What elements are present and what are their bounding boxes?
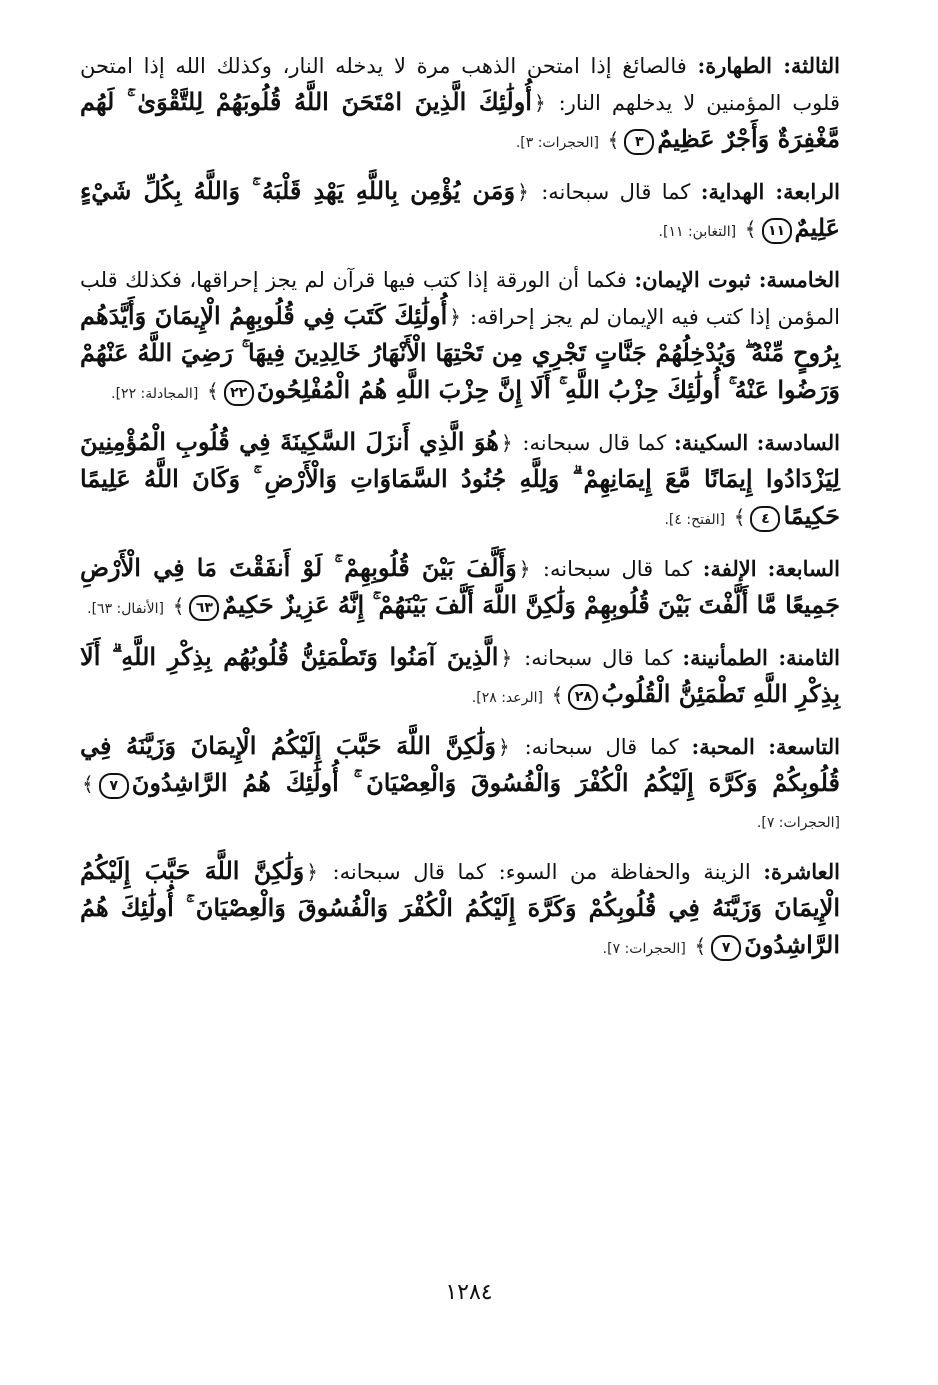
verse-close-ornament: ﴾: [733, 505, 746, 529]
verse-reference: [الحجرات: ٣].: [515, 135, 599, 151]
paragraph-label: الرابعة: الهداية:: [700, 179, 841, 204]
paragraph-label: التاسعة: المحبة:: [691, 734, 840, 759]
verse-reference: [الحجرات: ٧].: [756, 815, 840, 831]
paragraph-text: كما قال سبحانه:: [514, 431, 675, 455]
ayah-number: ٧: [99, 773, 129, 799]
paragraph-seventh: [80, 550, 840, 627]
verse-close-ornament: ﴾: [206, 379, 219, 403]
paragraph-text: كما قال سبحانه:: [511, 735, 692, 759]
paragraph-text: الزينة والحفاظة من السوء: كما قال سبحانه:: [319, 860, 764, 884]
quran-verse: وَلَٰكِنَّ اللَّهَ حَبَّبَ إِلَيْكُمُ الْإِيمَانَ وَزَيَّنَهُ فِي قُلُوبِكُمْ وَكَرَّهَ إِلَيْكُمُ الْكُفْرَ وَالْفُسُوقَ وَالْعِصْيَانَ ۚ أُولَٰئِكَ هُمُ الرَّاشِدُونَ: [80, 856, 840, 959]
verse-reference: [الفتح: ٤].: [664, 512, 726, 528]
page-number: ١٢٨٤: [445, 1280, 493, 1305]
verse-reference: [المجادلة: ٢٢].: [111, 386, 199, 402]
paragraph-fifth: [80, 262, 840, 412]
quran-verse: أُولَٰئِكَ الَّذِينَ امْتَحَنَ اللَّهُ قُلُوبَهُمْ لِلتَّقْوَىٰ ۚ لَهُم مَّغْفِرَةٌ وَأَجْرٌ عَظِيمٌ: [80, 87, 840, 153]
verse-open-ornament: ﴿: [533, 91, 546, 115]
verse-reference: [الأنفال: ٦٣].: [87, 601, 165, 617]
ayah-number: ٤: [750, 506, 780, 532]
paragraph-tenth: [80, 853, 840, 967]
verse-close-ornament: ﴾: [607, 128, 620, 152]
ayah-number: ٢٨: [568, 684, 598, 710]
quran-verse: هُوَ الَّذِي أَنزَلَ السَّكِينَةَ فِي قُلُوبِ الْمُؤْمِنِينَ لِيَزْدَادُوا إِيمَانًا مَّعَ إِيمَانِهِمْ ۗ وَلِلَّهِ جُنُودُ السَّمَاوَاتِ وَالْأَرْضِ ۚ وَكَانَ اللَّهُ عَلِيمًا حَكِيمًا: [80, 427, 840, 530]
quran-verse: وَلَٰكِنَّ اللَّهَ حَبَّبَ إِلَيْكُمُ الْإِيمَانَ وَزَيَّنَهُ فِي قُلُوبِكُمْ وَكَرَّهَ إِلَيْكُمُ الْكُفْرَ وَالْفُسُوقَ وَالْعِصْيَانَ ۚ أُولَٰئِكَ هُمُ الرَّاشِدُونَ: [80, 731, 840, 797]
ayah-number: ٧: [711, 935, 741, 961]
paragraph-text: كما قال سبحانه:: [514, 646, 683, 670]
page-body: [80, 48, 840, 979]
verse-close-ornament: ﴾: [551, 683, 564, 707]
ayah-number: ٣: [624, 129, 654, 155]
verse-open-ornament: ﴿: [449, 305, 461, 329]
verse-reference: [الرعد: ٢٨].: [471, 690, 543, 706]
verse-close-ornament: ﴾: [744, 217, 757, 241]
paragraph-third: [80, 48, 840, 161]
paragraph-text: فالصائغ إذا امتحن الذهب مرة لا يدخله النار، وكذلك الله إذا امتحن قلوب المؤمنين لا يدخلهم النار:: [80, 54, 840, 115]
ayah-number: ٢٢: [224, 380, 254, 406]
paragraph-label: الثامنة: الطمأنينة:: [682, 645, 840, 670]
verse-open-ornament: ﴿: [500, 646, 513, 670]
paragraph-text: كما قال سبحانه:: [530, 180, 701, 204]
verse-open-ornament: ﴿: [497, 735, 510, 759]
verse-open-ornament: ﴿: [518, 557, 531, 581]
paragraph-label: العاشرة:: [763, 859, 840, 884]
verse-reference: [الحجرات: ٧].: [602, 941, 686, 957]
quran-verse: الَّذِينَ آمَنُوا وَتَطْمَئِنُّ قُلُوبُهُم بِذِكْرِ اللَّهِ ۗ أَلَا بِذِكْرِ اللَّهِ تَطْمَئِنُّ الْقُلُوبُ: [80, 642, 840, 708]
paragraph-label: الخامسة: ثبوت الإيمان:: [634, 267, 840, 292]
paragraph-text: كما قال سبحانه:: [532, 557, 703, 581]
quran-verse: وَمَن يُؤْمِن بِاللَّهِ يَهْدِ قَلْبَهُ ۚ وَاللَّهُ بِكُلِّ شَيْءٍ عَلِيمٌ: [80, 176, 840, 242]
verse-close-ornament: ﴾: [82, 772, 94, 796]
paragraph-label: الثالثة: الطهارة:: [697, 53, 840, 78]
paragraph-sixth: [80, 424, 840, 538]
paragraph-text: فكما أن الورقة إذا كتب فيها قرآن لم يجز إحراقها، فكذلك قلب المؤمن إذا كتب فيه الإيمان لم يجز إحراقه:: [80, 268, 840, 329]
paragraph-fourth: [80, 173, 840, 250]
paragraph-label: السادسة: السكينة:: [674, 430, 840, 455]
paragraph-ninth: [80, 728, 840, 841]
paragraph-eighth: [80, 639, 840, 716]
paragraph-label: السابعة: الإلفة:: [702, 556, 841, 581]
verse-close-ornament: ﴾: [172, 594, 185, 618]
verse-open-ornament: ﴿: [517, 180, 529, 204]
verse-open-ornament: ﴿: [306, 860, 318, 884]
verse-close-ornament: ﴾: [694, 934, 707, 958]
ayah-number: ١١: [762, 218, 792, 244]
verse-open-ornament: ﴿: [500, 431, 513, 455]
quran-verse: أُولَٰئِكَ كَتَبَ فِي قُلُوبِهِمُ الْإِيمَانَ وَأَيَّدَهُم بِرُوحٍ مِّنْهُ ۖ وَيُدْخِلُهُمْ جَنَّاتٍ تَجْرِي مِن تَحْتِهَا الْأَنْهَارُ خَالِدِينَ فِيهَا ۚ رَضِيَ اللَّهُ عَنْهُمْ وَرَضُوا عَنْهُ ۚ أُولَٰئِكَ حِزْبُ اللَّهِ ۚ أَلَا إِنَّ حِزْبَ اللَّهِ هُمُ الْمُفْلِحُونَ: [80, 301, 840, 404]
ayah-number: ٦٣: [189, 595, 219, 621]
quran-verse: وَأَلَّفَ بَيْنَ قُلُوبِهِمْ ۚ لَوْ أَنفَقْتَ مَا فِي الْأَرْضِ جَمِيعًا مَّا أَلَّفْتَ بَيْنَ قُلُوبِهِمْ وَلَٰكِنَّ اللَّهَ أَلَّفَ بَيْنَهُمْ ۚ إِنَّهُ عَزِيزٌ حَكِيمٌ: [80, 553, 840, 619]
verse-reference: [التغابن: ١١].: [658, 224, 737, 240]
